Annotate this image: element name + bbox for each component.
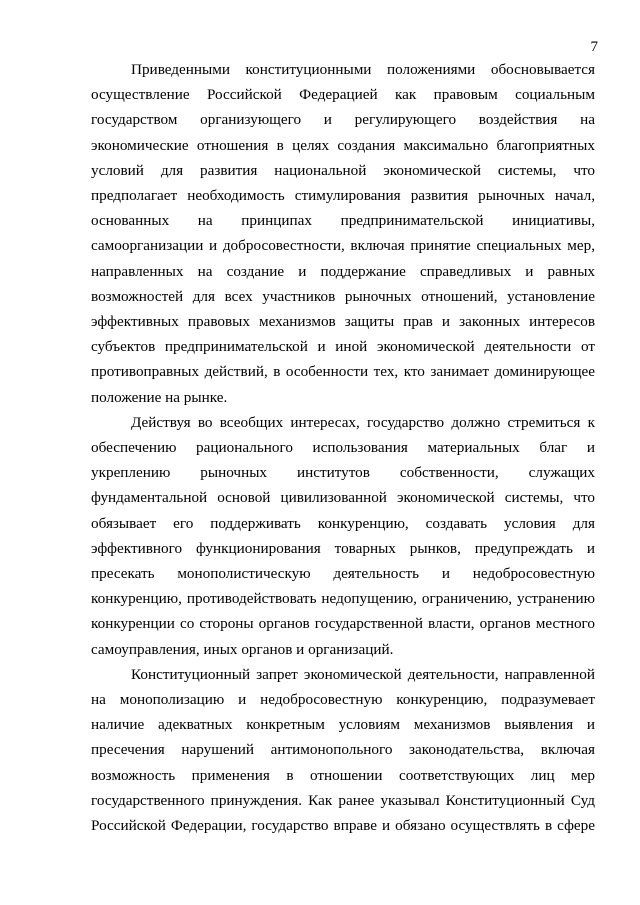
paragraph-3: Конституционный запрет экономической деятельности, направленной на монополизацию и недобросовестную конкуренцию, подразумевает наличие адекватных конкретным условиям механизмов выявления и пресечения нарушений антимонопольного законодательства, включая возможность применения в отношении соответствующих лиц мер государственного принуждения. Как ранее указывал Конституционный Суд Российской Федерации, государство вправе и обязано осуществлять в сфере xyxy=(91,665,595,835)
page-number: 7 xyxy=(590,39,598,55)
paragraph-2: Действуя во всеобщих интересах, государство должно стремиться к обеспечению рационального использования материальных благ и укреплению рыночных институтов собственности, служащих фундаментальной основой цивилизованной экономической системы, что обязывает его поддерживать конкуренцию, создавать условия для эффективного функционирования товарных рынков, предупреждать и пресекать монополистическую деятельность и недобросовестную конкуренцию, противодействовать недопущению, ограничению, устранению конкуренции со стороны органов государственной власти, органов местного самоуправления, иных органов и организаций. xyxy=(91,413,595,658)
paragraph-1: Приведенными конституционными положениями обосновывается осуществление Российской Федерацией как правовым социальным государством организующего и регулирующего воздействия на экономические отношения в целях создания максимально благоприятных условий для развития национальной экономической системы, что предполагает необходимость стимулирования развития рыночных начал, основанных на принципах предпринимательской инициативы, самоорганизации и добросовестности, включая принятие специальных мер, направленных на создание и поддержание справедливых и равных возможностей для всех участников рыночных отношений, установление эффективных правовых механизмов защиты прав и законных интересов субъектов предпринимательской и иной экономической деятельности от противоправных действий, в особенности тех, кто занимает доминирующее положение на рынке. xyxy=(91,61,595,406)
document-body xyxy=(91,57,595,838)
